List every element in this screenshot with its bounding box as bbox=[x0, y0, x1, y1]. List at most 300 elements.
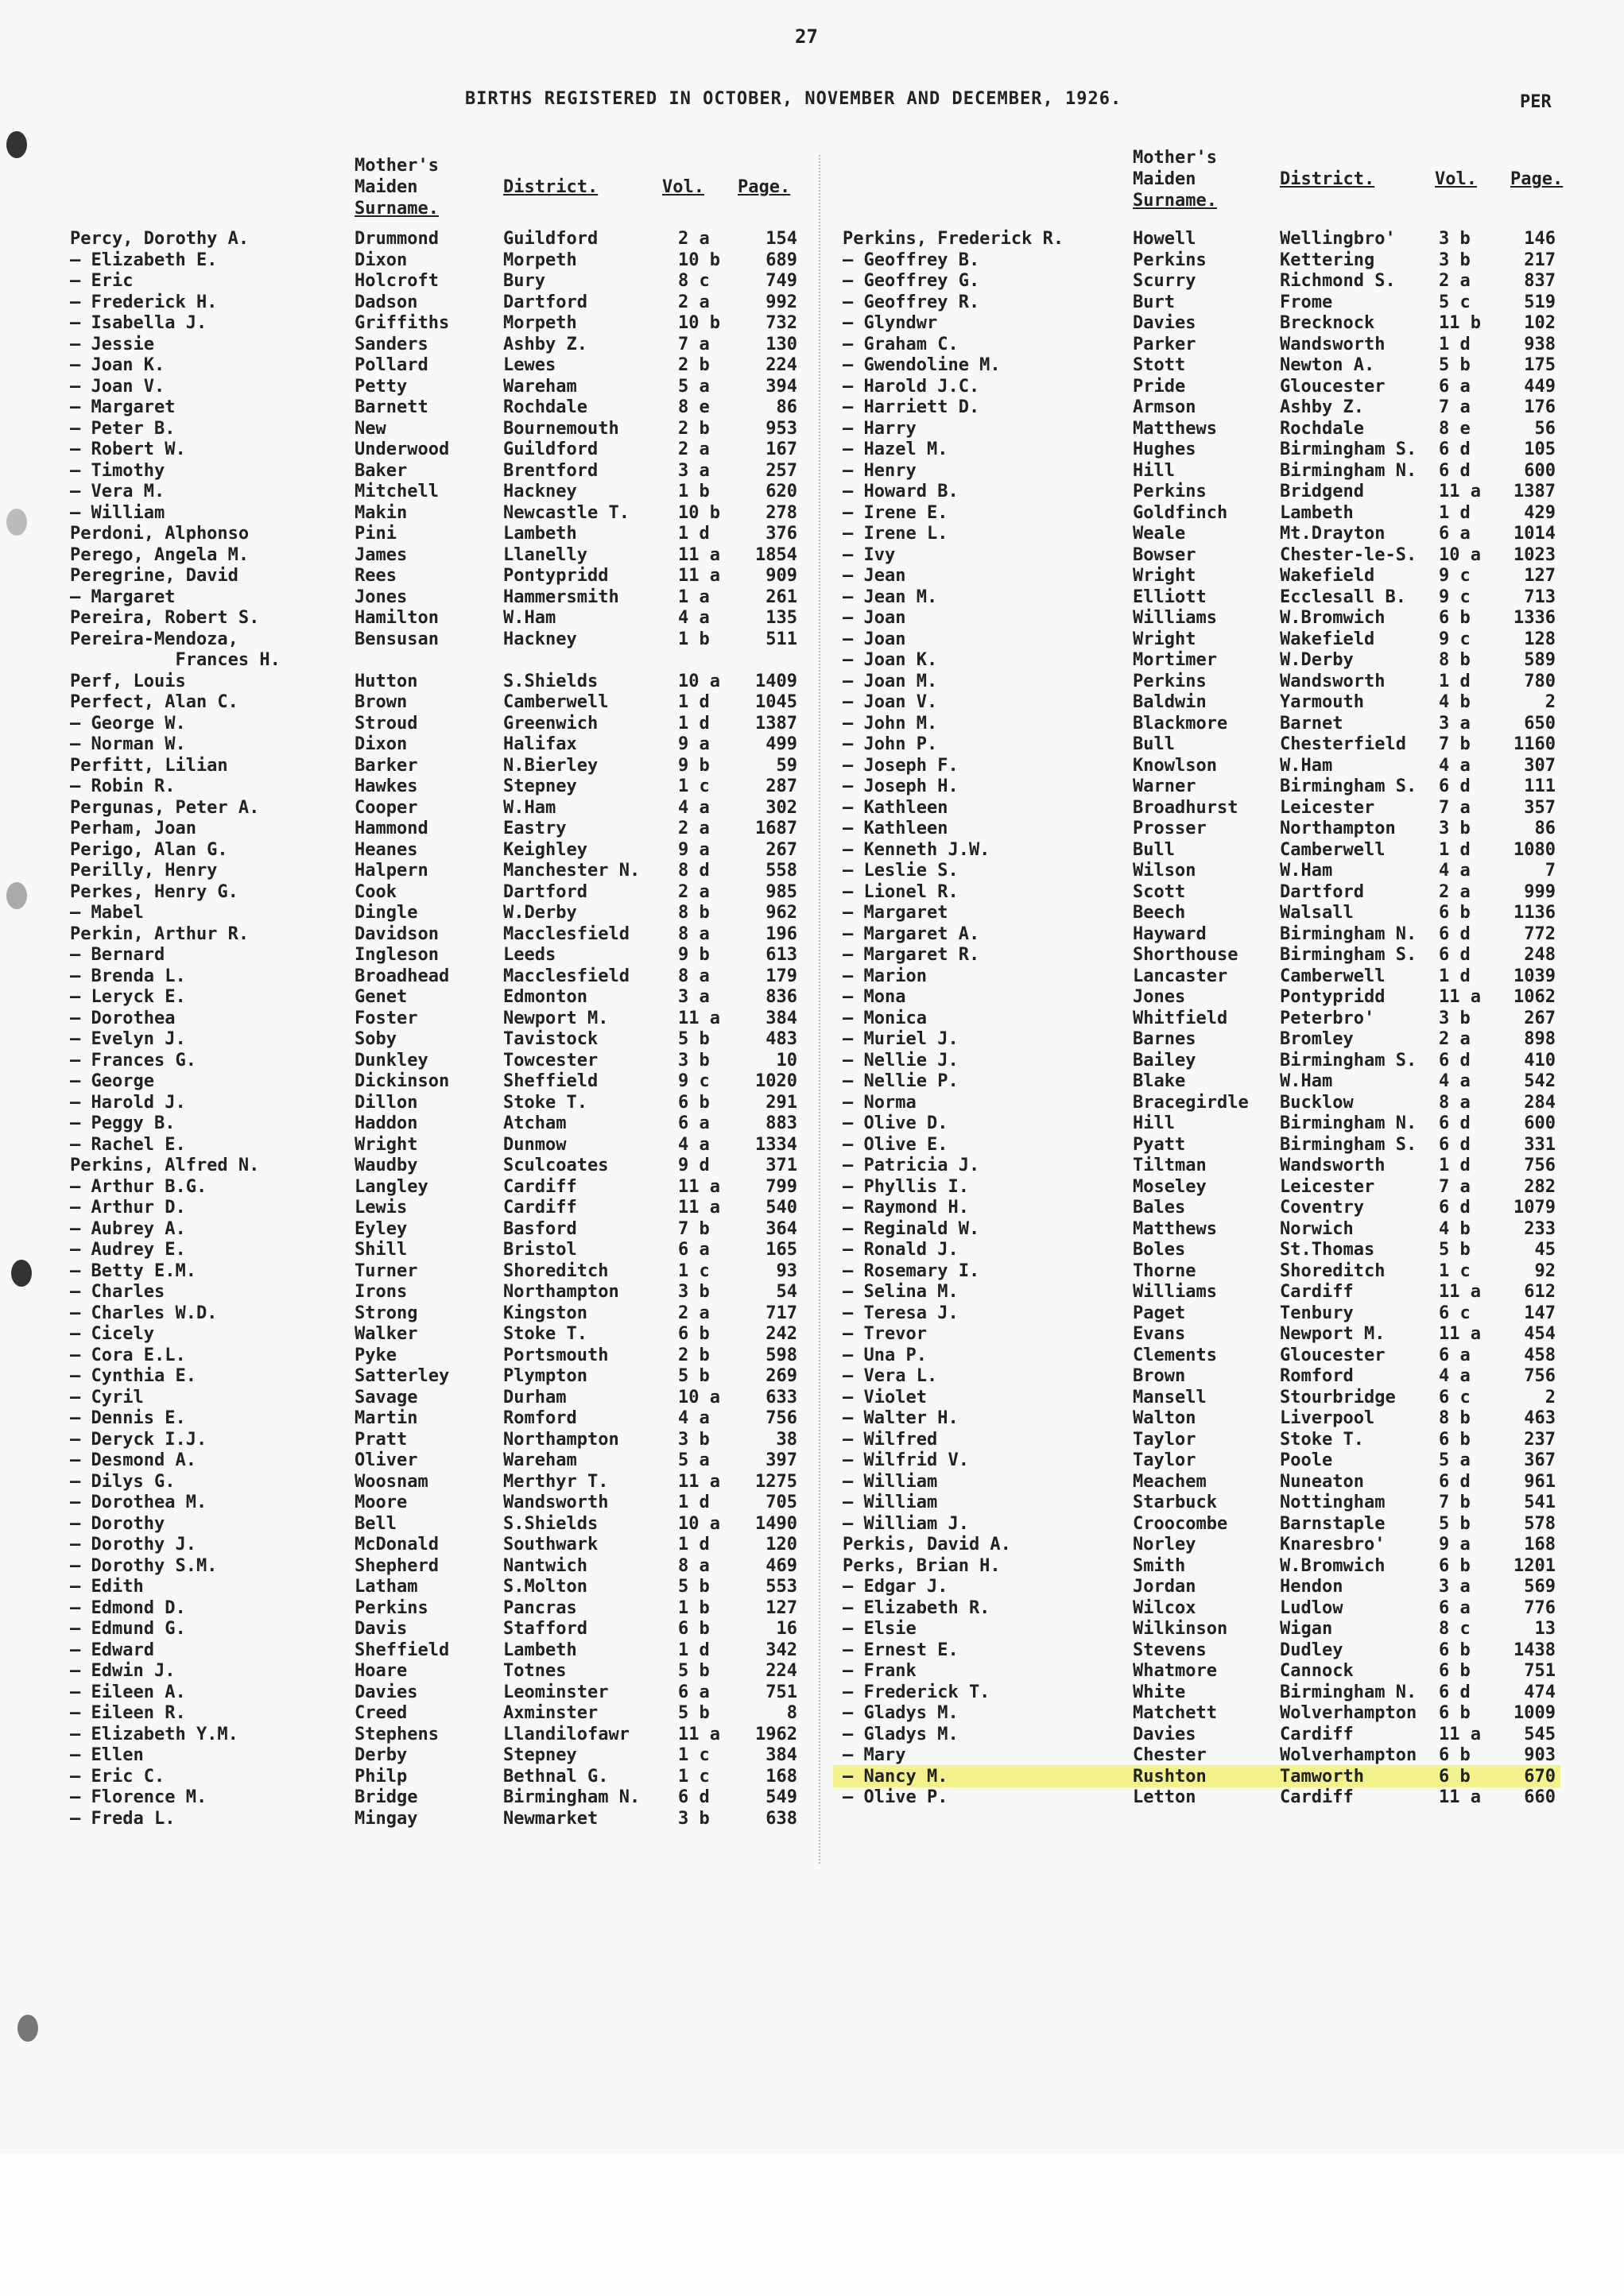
entry-district: Camberwell bbox=[1280, 839, 1386, 860]
entry-district: Stepney bbox=[503, 776, 577, 796]
entry-district: Newmarket bbox=[503, 1808, 599, 1829]
entry-volume: 11 a bbox=[678, 1176, 720, 1197]
entry-maiden-surname: Baldwin bbox=[1133, 692, 1207, 712]
entry-name: — Gwendoline M. bbox=[843, 355, 1001, 375]
entry-page: 638 bbox=[765, 1808, 797, 1829]
entry-volume: 6 a bbox=[678, 1240, 710, 1260]
entry-name: — Monica bbox=[843, 1008, 927, 1028]
entry-district: Halifax bbox=[503, 734, 577, 754]
entry-volume: 5 a bbox=[1439, 1450, 1471, 1470]
entry-name: — Mabel bbox=[70, 903, 144, 923]
entry-page: 553 bbox=[765, 1577, 797, 1597]
entry-maiden-surname: Letton bbox=[1133, 1787, 1196, 1807]
entry-page: 128 bbox=[1524, 629, 1556, 649]
entry-district: Guildford bbox=[503, 439, 599, 459]
entry-district: Wakefield bbox=[1280, 566, 1375, 586]
entry-volume: 7 b bbox=[1439, 734, 1471, 754]
punch-hole bbox=[17, 2015, 38, 2042]
entry-page: 56 bbox=[1534, 418, 1556, 439]
entry-page: 7 bbox=[1545, 861, 1556, 881]
entry-page: 549 bbox=[765, 1787, 797, 1807]
entry-volume: 3 a bbox=[678, 460, 710, 481]
entry-district: Mt.Drayton bbox=[1280, 524, 1386, 544]
entry-page: 999 bbox=[1524, 881, 1556, 902]
entry-maiden-surname: Pratt bbox=[355, 1429, 408, 1450]
entry-volume: 8 c bbox=[1439, 1619, 1471, 1639]
entry-volume: 3 b bbox=[678, 1282, 710, 1302]
entry-district: Dartford bbox=[503, 881, 587, 902]
entry-maiden-surname: Boles bbox=[1133, 1240, 1186, 1260]
entry-maiden-surname: Davies bbox=[1133, 1724, 1196, 1744]
entry-name: — Trevor bbox=[843, 1324, 927, 1344]
entry-page: 463 bbox=[1524, 1408, 1556, 1428]
entry-maiden-surname: Davidson bbox=[355, 923, 439, 944]
entry-name: — Edith bbox=[70, 1577, 144, 1597]
header-mothers: Mother's bbox=[1133, 148, 1217, 168]
entry-district: Stoke T. bbox=[1280, 1429, 1364, 1450]
entry-page: 429 bbox=[1524, 502, 1556, 523]
entry-maiden-surname: Dixon bbox=[355, 250, 408, 270]
entry-volume: 4 a bbox=[1439, 755, 1471, 776]
entry-district: Basford bbox=[503, 1218, 577, 1239]
entry-volume: 5 b bbox=[678, 1577, 710, 1597]
entry-district: Yarmouth bbox=[1280, 692, 1364, 712]
entry-maiden-surname: Dadson bbox=[355, 292, 418, 312]
entry-volume: 3 b bbox=[1439, 819, 1471, 838]
entry-district: Lambeth bbox=[503, 1640, 577, 1660]
entry-name: — Brenda L. bbox=[70, 966, 186, 986]
entry-page: 196 bbox=[765, 923, 797, 944]
entry-page: 1409 bbox=[755, 671, 797, 691]
entry-name: — Rosemary I. bbox=[843, 1260, 980, 1281]
entry-volume: 3 b bbox=[1439, 1008, 1471, 1028]
entry-name: — William bbox=[843, 1493, 938, 1512]
entry-district: Gloucester bbox=[1280, 1345, 1386, 1365]
entry-name: — Muriel J. bbox=[843, 1029, 959, 1049]
entry-page: 589 bbox=[1524, 650, 1556, 670]
entry-name: — Cyril bbox=[70, 1387, 144, 1407]
entry-maiden-surname: Pyke bbox=[355, 1345, 397, 1365]
entry-district: Hackney bbox=[503, 482, 577, 501]
entry-district: Manchester N. bbox=[503, 861, 641, 881]
entry-volume: 5 b bbox=[1439, 1240, 1471, 1260]
entry-volume: 2 a bbox=[678, 439, 710, 459]
entry-name: — Nancy M. bbox=[843, 1766, 948, 1787]
entry-district: Greenwich bbox=[503, 713, 599, 734]
column-divider bbox=[819, 155, 820, 1864]
entry-page: 8 bbox=[786, 1703, 797, 1723]
entry-district: Hendon bbox=[1280, 1577, 1343, 1597]
entry-name: — Freda L. bbox=[70, 1808, 176, 1829]
entry-maiden-surname: Rushton bbox=[1133, 1766, 1207, 1787]
entry-page: 772 bbox=[1524, 923, 1556, 944]
entry-volume: 9 d bbox=[678, 1156, 710, 1175]
entry-volume: 8 b bbox=[678, 903, 710, 923]
entry-maiden-surname: Elliott bbox=[1133, 587, 1207, 607]
entry-page: 689 bbox=[765, 250, 797, 270]
entry-name: — John M. bbox=[843, 713, 938, 734]
entry-volume: 3 a bbox=[1439, 713, 1471, 734]
entry-maiden-surname: Wilson bbox=[1133, 861, 1196, 881]
entry-volume: 2 b bbox=[678, 355, 710, 375]
entry-district: Bethnal G. bbox=[503, 1766, 609, 1787]
entry-page: 224 bbox=[765, 355, 797, 375]
entry-district: Rochdale bbox=[1280, 418, 1364, 439]
entry-page: 1160 bbox=[1514, 734, 1556, 754]
entry-district: Gloucester bbox=[1280, 376, 1386, 397]
entry-volume: 2 b bbox=[678, 418, 710, 439]
entry-volume: 6 a bbox=[1439, 1597, 1471, 1618]
entry-page: 717 bbox=[765, 1303, 797, 1323]
entry-name: Perigo, Alan G. bbox=[70, 839, 228, 860]
entry-name: — Joan bbox=[843, 629, 906, 649]
entry-district: Sheffield bbox=[503, 1071, 599, 1091]
entry-page: 751 bbox=[765, 1682, 797, 1702]
entry-page: 38 bbox=[776, 1429, 797, 1450]
entry-district: Lewes bbox=[503, 355, 556, 375]
entry-maiden-surname: Baker bbox=[355, 460, 408, 481]
entry-volume: 5 b bbox=[678, 1661, 710, 1681]
entry-district: Keighley bbox=[503, 839, 587, 860]
entry-page: 13 bbox=[1534, 1619, 1556, 1639]
entry-name: — William bbox=[70, 502, 165, 523]
entry-maiden-surname: Bridge bbox=[355, 1787, 418, 1807]
entry-name: — Edward bbox=[70, 1640, 154, 1660]
entry-page: 2 bbox=[1545, 692, 1556, 712]
entry-district: Wandsworth bbox=[1280, 334, 1386, 354]
entry-maiden-surname: Matchett bbox=[1133, 1703, 1217, 1723]
entry-district: Wandsworth bbox=[1280, 1156, 1386, 1175]
entry-maiden-surname: Philp bbox=[355, 1766, 408, 1787]
entry-page: 86 bbox=[1534, 819, 1556, 838]
entry-page: 93 bbox=[776, 1260, 797, 1281]
entry-district: Barnstaple bbox=[1280, 1513, 1386, 1534]
entry-maiden-surname: Turner bbox=[355, 1260, 418, 1281]
entry-name: — Charles bbox=[70, 1282, 165, 1302]
entry-district: Ashby Z. bbox=[1280, 397, 1364, 417]
entry-page: 756 bbox=[765, 1408, 797, 1428]
punch-hole bbox=[6, 509, 27, 536]
entry-maiden-surname: Davies bbox=[355, 1682, 418, 1702]
entry-volume: 9 b bbox=[678, 755, 710, 776]
entry-page: 541 bbox=[1524, 1493, 1556, 1512]
entry-district: Dunmow bbox=[503, 1134, 567, 1155]
entry-page: 469 bbox=[765, 1555, 797, 1576]
entry-page: 269 bbox=[765, 1366, 797, 1386]
header-mothers: Mother's bbox=[355, 156, 439, 176]
entry-maiden-surname: Hammond bbox=[355, 819, 428, 838]
entry-name: — Olive P. bbox=[843, 1787, 948, 1807]
entry-maiden-surname: Paget bbox=[1133, 1303, 1186, 1323]
entry-page: 1490 bbox=[755, 1513, 797, 1534]
entry-name: — Joseph H. bbox=[843, 776, 959, 796]
entry-volume: 6 b bbox=[1439, 1640, 1471, 1660]
entry-district: W.Ham bbox=[1280, 861, 1333, 881]
entry-page: 751 bbox=[1524, 1661, 1556, 1681]
entry-name: — Eileen A. bbox=[70, 1682, 186, 1702]
entry-volume: 10 b bbox=[678, 250, 720, 270]
entry-volume: 4 a bbox=[1439, 1366, 1471, 1386]
entry-district: Llanelly bbox=[503, 544, 587, 565]
entry-page: 357 bbox=[1524, 797, 1556, 818]
entry-name: — Raymond H. bbox=[843, 1198, 969, 1218]
entry-maiden-surname: Waudby bbox=[355, 1156, 418, 1175]
entry-district: Northampton bbox=[503, 1429, 619, 1450]
entry-page: 1438 bbox=[1514, 1640, 1556, 1660]
entry-name: — Dilys G. bbox=[70, 1471, 176, 1492]
entry-name: — Joan K. bbox=[843, 650, 938, 670]
entry-name: — Leslie S. bbox=[843, 861, 959, 881]
entry-district: Cardiff bbox=[1280, 1282, 1354, 1302]
entry-district: Stoke T. bbox=[503, 1324, 587, 1344]
entry-maiden-surname: Lancaster bbox=[1133, 966, 1228, 986]
entry-name: — Margaret bbox=[70, 587, 176, 607]
entry-district: Newport M. bbox=[1280, 1324, 1386, 1344]
entry-name: — Hazel M. bbox=[843, 439, 948, 459]
entry-district: W.Ham bbox=[503, 608, 556, 628]
entry-name: — John P. bbox=[843, 734, 938, 754]
entry-maiden-surname: Halpern bbox=[355, 861, 428, 881]
entry-volume: 1 b bbox=[678, 1597, 710, 1618]
entry-district: Wareham bbox=[503, 376, 577, 397]
entry-district: Bury bbox=[503, 271, 545, 291]
entry-volume: 11 a bbox=[678, 1198, 720, 1218]
entry-volume: 2 a bbox=[1439, 1029, 1471, 1049]
entry-volume: 8 a bbox=[678, 923, 710, 944]
entry-volume: 4 a bbox=[678, 1408, 710, 1428]
entry-page: 307 bbox=[1524, 755, 1556, 776]
entry-page: 540 bbox=[765, 1198, 797, 1218]
entry-volume: 6 d bbox=[1439, 439, 1471, 459]
entry-maiden-surname: Pyatt bbox=[1133, 1134, 1186, 1155]
entry-page: 367 bbox=[1524, 1450, 1556, 1470]
entry-maiden-surname: Mitchell bbox=[355, 482, 439, 501]
entry-maiden-surname: Mortimer bbox=[1133, 650, 1217, 670]
entry-name: — Dorothea M. bbox=[70, 1493, 207, 1512]
entry-name: — Florence M. bbox=[70, 1787, 207, 1807]
entry-volume: 8 b bbox=[1439, 650, 1471, 670]
entry-district: Macclesfield bbox=[503, 923, 630, 944]
entry-volume: 6 d bbox=[1439, 945, 1471, 965]
entry-name: — Frederick H. bbox=[70, 292, 218, 312]
entry-maiden-surname: Thorne bbox=[1133, 1260, 1196, 1281]
page-margin bbox=[0, 2154, 1624, 2296]
entry-page: 756 bbox=[1524, 1156, 1556, 1175]
entry-name: Perks, Brian H. bbox=[843, 1555, 1001, 1576]
entry-name: — Peter B. bbox=[70, 418, 176, 439]
entry-page: 898 bbox=[1524, 1029, 1556, 1049]
entry-page: 483 bbox=[765, 1029, 797, 1049]
entry-page: 1009 bbox=[1514, 1703, 1556, 1723]
entry-name: — Deryck I.J. bbox=[70, 1429, 207, 1450]
entry-name: — Frank bbox=[843, 1661, 917, 1681]
entry-page: 756 bbox=[1524, 1366, 1556, 1386]
entry-maiden-surname: Stevens bbox=[1133, 1640, 1207, 1660]
entry-volume: 9 c bbox=[1439, 587, 1471, 607]
entry-page: 938 bbox=[1524, 334, 1556, 354]
entry-district: Birmingham S. bbox=[1280, 776, 1417, 796]
entry-maiden-surname: Sanders bbox=[355, 334, 428, 354]
entry-maiden-surname: Taylor bbox=[1133, 1450, 1196, 1470]
entry-volume: 1 d bbox=[1439, 1156, 1471, 1175]
entry-name: — Phyllis I. bbox=[843, 1176, 969, 1197]
entry-district: S.Shields bbox=[503, 671, 599, 691]
entry-volume: 11 a bbox=[678, 566, 720, 586]
entry-district: W.Ham bbox=[1280, 1071, 1333, 1091]
entry-district: Wandsworth bbox=[503, 1493, 609, 1512]
entry-name: — Teresa J. bbox=[843, 1303, 959, 1323]
entry-maiden-surname: Oliver bbox=[355, 1450, 418, 1470]
entry-district: Birmingham S. bbox=[1280, 1050, 1417, 1071]
entry-name: — Margaret bbox=[843, 903, 948, 923]
entry-volume: 3 b bbox=[678, 1050, 710, 1071]
entry-page: 127 bbox=[765, 1597, 797, 1618]
entry-volume: 4 a bbox=[1439, 1071, 1471, 1091]
entry-volume: 6 b bbox=[1439, 608, 1471, 628]
entry-name: — Harold J. bbox=[70, 1092, 186, 1113]
entry-maiden-surname: Jones bbox=[355, 587, 408, 607]
entry-district: Ecclesall B. bbox=[1280, 587, 1406, 607]
entry-maiden-surname: Haddon bbox=[355, 1113, 418, 1133]
entry-district: Richmond S. bbox=[1280, 271, 1396, 291]
entry-page: 384 bbox=[765, 1745, 797, 1765]
entry-district: Bournemouth bbox=[503, 418, 619, 439]
entry-maiden-surname: Woosnam bbox=[355, 1471, 428, 1492]
entry-maiden-surname: Blackmore bbox=[1133, 713, 1228, 734]
header-surname: Surname. bbox=[355, 199, 439, 219]
entry-page: 242 bbox=[765, 1324, 797, 1344]
entry-maiden-surname: Dickinson bbox=[355, 1071, 450, 1091]
entry-maiden-surname: Mansell bbox=[1133, 1387, 1207, 1407]
entry-name: — Edmund G. bbox=[70, 1619, 186, 1639]
entry-district: Merthyr T. bbox=[503, 1471, 609, 1492]
entry-name: — Jean M. bbox=[843, 587, 938, 607]
entry-name: — Norman W. bbox=[70, 734, 186, 754]
entry-page: 1014 bbox=[1514, 524, 1556, 544]
entry-maiden-surname: Shill bbox=[355, 1240, 408, 1260]
entry-maiden-surname: Stephens bbox=[355, 1724, 439, 1744]
entry-volume: 11 a bbox=[678, 1471, 720, 1492]
entry-volume: 3 b bbox=[678, 1808, 710, 1829]
entry-volume: 11 b bbox=[1439, 313, 1481, 333]
entry-page: 165 bbox=[765, 1240, 797, 1260]
entry-maiden-surname: Wright bbox=[1133, 629, 1196, 649]
entry-maiden-surname: Chester bbox=[1133, 1745, 1207, 1765]
entry-maiden-surname: Genet bbox=[355, 987, 408, 1007]
entry-page: 545 bbox=[1524, 1724, 1556, 1744]
entry-name: — Dorothy bbox=[70, 1513, 165, 1534]
entry-volume: 11 a bbox=[1439, 1282, 1481, 1302]
entry-district: Birmingham N. bbox=[1280, 923, 1417, 944]
entry-maiden-surname: Creed bbox=[355, 1703, 408, 1723]
entry-volume: 8 a bbox=[678, 1555, 710, 1576]
entry-name: Perilly, Henry bbox=[70, 861, 218, 881]
entry-volume: 8 d bbox=[678, 861, 710, 881]
entry-volume: 6 b bbox=[1439, 1766, 1471, 1787]
entry-name: Perdoni, Alphonso bbox=[70, 524, 250, 544]
entry-volume: 2 b bbox=[678, 1345, 710, 1365]
entry-district: Frome bbox=[1280, 292, 1333, 312]
header-vol: Vol. bbox=[662, 177, 704, 197]
entry-name: — Irene E. bbox=[843, 502, 948, 523]
entry-page: 837 bbox=[1524, 271, 1556, 291]
entry-name: Perkins, Alfred N. bbox=[70, 1156, 260, 1175]
entry-volume: 6 a bbox=[678, 1682, 710, 1702]
entry-name: Percy, Dorothy A. bbox=[70, 229, 250, 249]
entry-name: — Wilfred bbox=[843, 1429, 938, 1450]
entry-maiden-surname: Taylor bbox=[1133, 1429, 1196, 1450]
entry-maiden-surname: Starbuck bbox=[1133, 1493, 1217, 1512]
entry-name: — Eric bbox=[70, 271, 134, 291]
entry-maiden-surname: Prosser bbox=[1133, 819, 1207, 838]
entry-name: — Margaret A. bbox=[843, 923, 980, 944]
entry-maiden-surname: Weale bbox=[1133, 524, 1186, 544]
entry-volume: 6 b bbox=[1439, 1429, 1471, 1450]
entry-district: Barnet bbox=[1280, 713, 1343, 734]
entry-volume: 10 a bbox=[678, 1513, 720, 1534]
entry-volume: 7 a bbox=[1439, 797, 1471, 818]
entry-maiden-surname: Irons bbox=[355, 1282, 408, 1302]
entry-district: Wakefield bbox=[1280, 629, 1375, 649]
entry-name: — Norma bbox=[843, 1092, 917, 1113]
entry-page: 1336 bbox=[1514, 608, 1556, 628]
entry-volume: 10 b bbox=[678, 313, 720, 333]
entry-name: — Mary bbox=[843, 1745, 906, 1765]
entry-name: Perkin, Arthur R. bbox=[70, 923, 250, 944]
entry-volume: 1 d bbox=[678, 1493, 710, 1512]
entry-name: — Kathleen bbox=[843, 797, 948, 818]
entry-district: Knaresbro' bbox=[1280, 1535, 1386, 1555]
entry-volume: 3 b bbox=[1439, 229, 1471, 249]
entry-page: 342 bbox=[765, 1640, 797, 1660]
entry-name: — Ivy bbox=[843, 544, 896, 565]
entry-maiden-surname: Petty bbox=[355, 376, 408, 397]
entry-maiden-surname: Brown bbox=[1133, 1366, 1186, 1386]
entry-maiden-surname: Bull bbox=[1133, 839, 1175, 860]
entry-volume: 6 d bbox=[1439, 1682, 1471, 1702]
entry-district: Wandsworth bbox=[1280, 671, 1386, 691]
entry-name: Perfect, Alan C. bbox=[70, 692, 238, 712]
entry-district: Leicester bbox=[1280, 1176, 1375, 1197]
entry-volume: 5 b bbox=[678, 1029, 710, 1049]
entry-district: Dartford bbox=[1280, 881, 1364, 902]
entry-volume: 6 b bbox=[1439, 1745, 1471, 1765]
entry-name: — Violet bbox=[843, 1387, 927, 1407]
entry-page: 903 bbox=[1524, 1745, 1556, 1765]
entry-district: Towcester bbox=[503, 1050, 599, 1071]
entry-volume: 4 a bbox=[1439, 861, 1471, 881]
entry-maiden-surname: Matthews bbox=[1133, 418, 1217, 439]
entry-page: 105 bbox=[1524, 439, 1556, 459]
entry-name: — Evelyn J. bbox=[70, 1029, 186, 1049]
entry-maiden-surname: Shorthouse bbox=[1133, 945, 1238, 965]
entry-name: — Margaret R. bbox=[843, 945, 980, 965]
entry-volume: 11 a bbox=[1439, 987, 1481, 1007]
entry-volume: 1 d bbox=[678, 1640, 710, 1660]
entry-maiden-surname: Bales bbox=[1133, 1198, 1186, 1218]
entry-page: 237 bbox=[1524, 1429, 1556, 1450]
entry-page: 633 bbox=[765, 1387, 797, 1407]
entry-volume: 11 a bbox=[678, 1724, 720, 1744]
entry-name: — Elizabeth Y.M. bbox=[70, 1724, 238, 1744]
entry-volume: 6 d bbox=[1439, 1050, 1471, 1071]
entry-district: Bromley bbox=[1280, 1029, 1354, 1049]
entry-district: N.Bierley bbox=[503, 755, 599, 776]
entry-page: 1020 bbox=[755, 1071, 797, 1091]
entry-name: — Rachel E. bbox=[70, 1134, 186, 1155]
entry-page: 282 bbox=[1524, 1176, 1556, 1197]
entry-volume: 1 d bbox=[1439, 671, 1471, 691]
